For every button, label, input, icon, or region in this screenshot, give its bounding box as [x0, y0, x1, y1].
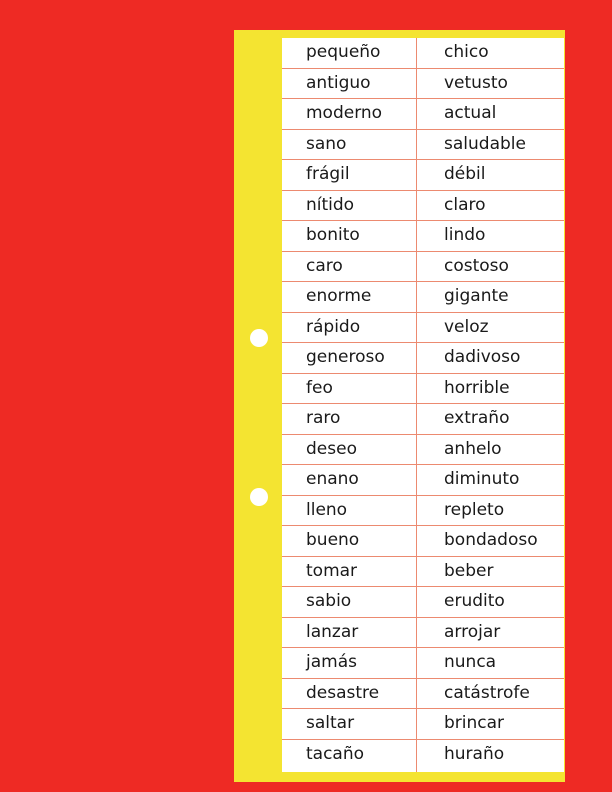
word-pair-row [282, 648, 564, 679]
synonym: saludable [444, 133, 526, 154]
word: enano [306, 469, 359, 489]
synonym-card [234, 30, 565, 782]
word-pair-row [282, 191, 564, 222]
word-pair-row [282, 526, 564, 557]
word: raro [306, 408, 341, 428]
word-pair-row [282, 404, 564, 435]
word-pair-row [282, 160, 564, 191]
synonym: claro [444, 194, 486, 215]
word-pair-row [282, 282, 564, 313]
word: sabio [306, 591, 352, 611]
synonym: diminuto [444, 469, 520, 489]
word: bueno [306, 530, 360, 550]
word: saltar [306, 713, 355, 733]
word: lleno [306, 499, 348, 520]
synonym: dadivoso [444, 347, 521, 367]
word-pair-row [282, 130, 564, 161]
word-pair-row [282, 465, 564, 496]
word-list-sheet [282, 38, 564, 772]
word-pair-row [282, 496, 564, 527]
word: frágil [306, 164, 350, 184]
word-pair-row [282, 709, 564, 740]
word: tacaño [306, 743, 365, 764]
word: tomar [306, 560, 358, 581]
synonym: actual [444, 103, 497, 123]
word: pequeño [306, 42, 381, 62]
word: feo [306, 377, 333, 398]
synonym: erudito [444, 591, 505, 611]
synonym: chico [444, 42, 489, 62]
synonym: horrible [444, 377, 510, 398]
synonym: lindo [444, 225, 486, 245]
synonym: beber [444, 560, 494, 581]
word-pair-row [282, 313, 564, 344]
word-pair-row [282, 221, 564, 252]
word: nítido [306, 194, 355, 215]
word-pair-row [282, 99, 564, 130]
word: enorme [306, 286, 372, 306]
word-pair-row [282, 679, 564, 710]
synonym: gigante [444, 286, 509, 306]
synonym: extraño [444, 408, 510, 428]
word-pair-row [282, 618, 564, 649]
synonym: catástrofe [444, 682, 530, 703]
word-pair-row [282, 435, 564, 466]
word-pair-row [282, 343, 564, 374]
punch-hole-bottom [250, 488, 268, 506]
word: sano [306, 133, 347, 154]
word-pair-row [282, 374, 564, 405]
word: deseo [306, 438, 357, 459]
synonym: débil [444, 164, 486, 184]
word: lanzar [306, 621, 359, 642]
word-pair-row [282, 69, 564, 100]
synonym: veloz [444, 316, 489, 337]
word-pair-row [282, 587, 564, 618]
synonym: huraño [444, 743, 505, 764]
synonym: vetusto [444, 72, 508, 93]
synonym: bondadoso [444, 530, 538, 550]
word: desastre [306, 682, 380, 703]
word-pair-row [282, 557, 564, 588]
word: antiguo [306, 72, 371, 93]
synonym: costoso [444, 255, 509, 276]
word: moderno [306, 103, 383, 123]
word: caro [306, 255, 343, 276]
word-pair-row [282, 252, 564, 283]
word: generoso [306, 347, 385, 367]
punch-hole-top [250, 329, 268, 347]
synonym: anhelo [444, 438, 502, 459]
word: rápido [306, 316, 361, 337]
synonym: repleto [444, 499, 505, 520]
word: bonito [306, 225, 360, 245]
synonym: nunca [444, 652, 497, 672]
word: jamás [306, 652, 357, 672]
synonym: brincar [444, 713, 505, 733]
word-pair-row [282, 38, 564, 69]
synonym: arrojar [444, 621, 501, 642]
word-pair-row [282, 740, 564, 771]
